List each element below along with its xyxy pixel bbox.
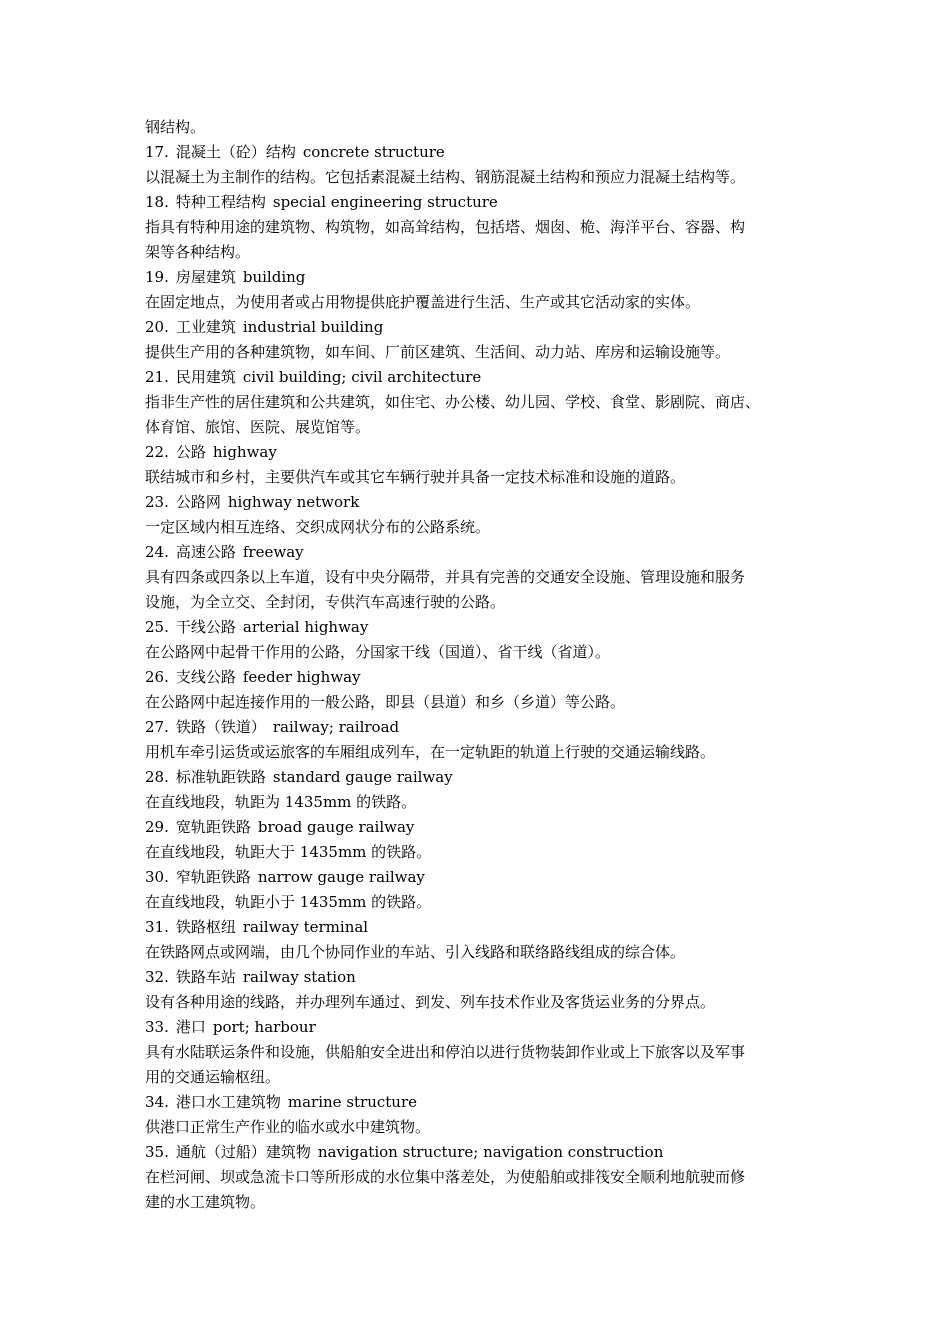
term-english: feeder highway — [242, 668, 361, 686]
term-english: industrial building — [242, 318, 384, 336]
term-number: 18. — [145, 193, 169, 211]
term-chinese: 窄轨距铁路 — [175, 868, 251, 886]
term-chinese: 混凝土（砼）结构 — [175, 143, 296, 161]
term-chinese: 通航（过船）建筑物 — [175, 1143, 311, 1161]
term-english: highway — [212, 443, 277, 461]
definition-line: 架等各种结构。 — [145, 243, 251, 261]
term-english: broad gauge railway — [257, 818, 415, 836]
definition-line: 指非生产性的居住建筑和公共建筑，如住宅、办公楼、幼儿园、学校、食堂、影剧院、商店、 — [145, 393, 761, 411]
term-number: 34. — [145, 1093, 169, 1111]
definition-line: 联结城市和乡村，主要供汽车或其它车辆行驶并具备一定技术标准和设施的道路。 — [145, 468, 686, 486]
term-chinese: 高速公路 — [175, 543, 236, 561]
term-chinese: 民用建筑 — [175, 368, 236, 386]
term-number: 31. — [145, 918, 169, 936]
term-english: special engineering structure — [272, 193, 498, 211]
term-number: 28. — [145, 768, 169, 786]
term-english: narrow gauge railway — [257, 868, 425, 886]
term-heading — [145, 1015, 813, 1040]
term-chinese: 港口 — [175, 1018, 206, 1036]
definition-line: 以混凝土为主制作的结构。它包括素混凝土结构、钢筋混凝土结构和预应力混凝土结构等。 — [145, 168, 746, 186]
term-number: 27. — [145, 718, 169, 736]
definition-line: 设有各种用途的线路，并办理列车通过、到发、列车技术作业及客货运业务的分界点。 — [145, 993, 716, 1011]
definition-line: 具有水陆联运条件和设施，供船舶安全进出和停泊以进行货物装卸作业或上下旅客以及军事 — [145, 1043, 746, 1061]
term-english: highway network — [227, 493, 360, 511]
definition-line: 建的水工建筑物。 — [145, 1193, 266, 1211]
term-chinese: 铁路车站 — [175, 968, 236, 986]
term-number: 26. — [145, 668, 169, 686]
term-heading — [145, 190, 813, 215]
term-heading — [145, 715, 813, 740]
definition-line: 在公路网中起骨干作用的公路，分国家干线（国道）、省干线（省道）。 — [145, 643, 611, 661]
term-chinese: 房屋建筑 — [175, 268, 236, 286]
term-chinese: 特种工程结构 — [175, 193, 266, 211]
term-english: concrete structure — [302, 143, 445, 161]
definition-line: 在固定地点，为使用者或占用物提供庇护覆盖进行生活、生产或其它活动家的实体。 — [145, 293, 701, 311]
term-number: 20. — [145, 318, 169, 336]
definition-line: 在公路网中起连接作用的一般公路，即县（县道）和乡（乡道）等公路。 — [145, 693, 626, 711]
term-chinese: 支线公路 — [175, 668, 236, 686]
document-page — [145, 115, 813, 1215]
term-heading — [145, 540, 813, 565]
term-chinese: 公路 — [175, 443, 206, 461]
term-english: railway terminal — [242, 918, 369, 936]
term-heading — [145, 440, 813, 465]
term-english: freeway — [242, 543, 304, 561]
term-english: marine structure — [287, 1093, 418, 1111]
term-chinese: 宽轨距铁路 — [175, 818, 251, 836]
term-heading — [145, 665, 813, 690]
term-number: 23. — [145, 493, 169, 511]
term-english: building — [242, 268, 306, 286]
term-heading — [145, 140, 813, 165]
definition-line: 在栏河闸、坝或急流卡口等所形成的水位集中落差处，为使船舶或排筏安全顺利地航驶而修 — [145, 1168, 746, 1186]
term-heading — [145, 965, 813, 990]
term-number: 32. — [145, 968, 169, 986]
term-number: 21. — [145, 368, 169, 386]
term-english: port; harbour — [212, 1018, 316, 1036]
term-english: civil building; civil architecture — [242, 368, 482, 386]
term-heading — [145, 615, 813, 640]
term-chinese: 铁路（铁道） — [175, 718, 266, 736]
term-english: arterial highway — [242, 618, 369, 636]
term-number: 30. — [145, 868, 169, 886]
definition-line: 钢结构。 — [145, 118, 206, 136]
definition-line: 供港口正常生产作业的临水或水中建筑物。 — [145, 1118, 431, 1136]
term-heading — [145, 815, 813, 840]
definition-line: 设施，为全立交、全封闭，专供汽车高速行驶的公路。 — [145, 593, 506, 611]
definition-line: 指具有特种用途的建筑物、构筑物，如高耸结构，包括塔、烟囱、桅、海洋平台、容器、构 — [145, 218, 746, 236]
definition-line: 用的交通运输枢纽。 — [145, 1068, 281, 1086]
term-english: navigation structure; navigation construction — [317, 1143, 664, 1161]
term-chinese: 铁路枢纽 — [175, 918, 236, 936]
term-heading — [145, 315, 813, 340]
term-heading — [145, 1090, 813, 1115]
definition-line: 一定区域内相互连络、交织成网状分布的公路系统。 — [145, 518, 491, 536]
term-chinese: 港口水工建筑物 — [175, 1093, 281, 1111]
term-chinese: 工业建筑 — [175, 318, 236, 336]
definition-line: 在直线地段，轨距大于 1435mm 的铁路。 — [145, 843, 432, 861]
term-number: 35. — [145, 1143, 169, 1161]
term-heading — [145, 1140, 813, 1165]
term-number: 24. — [145, 543, 169, 561]
definition-line: 具有四条或四条以上车道，设有中央分隔带，并具有完善的交通安全设施、管理设施和服务 — [145, 568, 746, 586]
term-number: 17. — [145, 143, 169, 161]
term-number: 25. — [145, 618, 169, 636]
term-english: railway station — [242, 968, 356, 986]
term-number: 19. — [145, 268, 169, 286]
term-heading — [145, 265, 813, 290]
term-chinese: 标准轨距铁路 — [175, 768, 266, 786]
term-number: 22. — [145, 443, 169, 461]
term-heading — [145, 490, 813, 515]
term-english: standard gauge railway — [272, 768, 453, 786]
term-heading — [145, 765, 813, 790]
term-number: 29. — [145, 818, 169, 836]
definition-line: 在直线地段，轨距为 1435mm 的铁路。 — [145, 793, 417, 811]
definition-line: 在铁路网点或网端，由几个协同作业的车站、引入线路和联络路线组成的综合体。 — [145, 943, 686, 961]
term-english: railway; railroad — [272, 718, 400, 736]
term-chinese: 公路网 — [175, 493, 221, 511]
definition-line: 提供生产用的各种建筑物，如车间、厂前区建筑、生活间、动力站、库房和运输设施等。 — [145, 343, 731, 361]
term-chinese: 干线公路 — [175, 618, 236, 636]
definition-line: 体育馆、旅馆、医院、展览馆等。 — [145, 418, 371, 436]
definition-line: 在直线地段，轨距小于 1435mm 的铁路。 — [145, 893, 432, 911]
term-heading — [145, 365, 813, 390]
term-heading — [145, 865, 813, 890]
definition-line: 用机车牵引运货或运旅客的车厢组成列车，在一定轨距的轨道上行驶的交通运输线路。 — [145, 743, 716, 761]
term-heading — [145, 915, 813, 940]
term-number: 33. — [145, 1018, 169, 1036]
